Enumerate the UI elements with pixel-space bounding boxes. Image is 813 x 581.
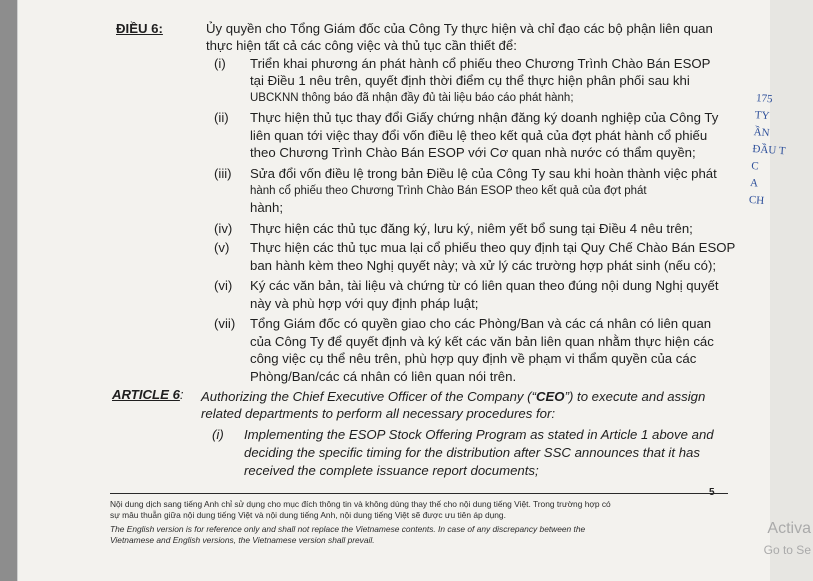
- ceo-term: CEO: [535, 389, 565, 404]
- item-line: này và phù hợp với quy định pháp luật;: [250, 296, 479, 311]
- article6-intro-text: ) to execute and assign: [568, 389, 706, 404]
- stamp-line: ẦN: [753, 126, 770, 140]
- footnote-vi-line: sự mâu thuẫn giữa nội dung tiếng Việt và nội dung tiếng Anh, nội dung tiếng Việt sẽ được ưu tiên áp dụng.: [110, 510, 506, 520]
- dieu6-intro-line: thực hiện tất cả các công việc và thủ tục cần thiết để:: [206, 38, 517, 53]
- item-line: Ký các văn bản, tài liệu và chứng từ có liên quan theo đúng nội dung Nghị quyết: [250, 278, 719, 293]
- page-edge: [770, 0, 813, 581]
- item-number: (iii): [214, 166, 232, 181]
- footnote-en-line: The English version is for reference only and shall not replace the Vietnamese contents. In case of any discrepancy between the: [110, 524, 586, 534]
- dieu6-intro-line: Ủy quyền cho Tổng Giám đốc của Công Ty thực hiện và chỉ đạo các bộ phận liên quan: [206, 21, 713, 36]
- article6-intro-line: [201, 389, 705, 406]
- article6-intro-line: related departments to perform all necessary procedures for:: [201, 406, 556, 421]
- item-number: (vi): [214, 278, 233, 293]
- stamp-line: A: [749, 176, 759, 190]
- activation-watermark-sub: Go to Se: [763, 543, 811, 557]
- item-line: ban hành kèm theo Nghị quyết này; và xử lý các trường hợp phát sinh (nếu có);: [250, 258, 716, 273]
- item-line: Implementing the ESOP Stock Offering Program as stated in Article 1 above and: [244, 427, 714, 442]
- item-line: hành;: [250, 200, 284, 215]
- item-line: Triển khai phương án phát hành cổ phiếu theo Chương Trình Chào Bán ESOP: [250, 56, 711, 71]
- item-line: Thực hiện các thủ tục đăng ký, lưu ký, niêm yết bổ sung tại Điều 4 nêu trên;: [250, 221, 693, 236]
- item-number: (i): [214, 56, 226, 71]
- stamp-line: CH: [748, 193, 765, 207]
- company-stamp: [748, 90, 813, 224]
- article6-colon: :: [179, 387, 184, 402]
- item-line: UBCKNN thông báo đã nhận đầy đủ tài liệu báo cáo phát hành;: [250, 92, 574, 104]
- quote-open: “: [531, 389, 536, 404]
- item-line: Tổng Giám đốc có quyền giao cho các Phòng/Ban và các cá nhân có liên quan: [250, 316, 712, 331]
- item-line: hành cổ phiếu theo Chương Trình Chào Bán ESOP theo kết quả của đợt phát: [250, 185, 647, 197]
- dieu6-label: ĐIỀU 6:: [116, 21, 163, 36]
- item-number: (iv): [214, 221, 233, 236]
- stamp-line: C: [750, 160, 760, 173]
- item-number: (v): [214, 240, 230, 255]
- quote-close: ”: [564, 389, 569, 404]
- item-line: Thực hiện thủ tục thay đổi Giấy chứng nhận đăng ký doanh nghiệp của Công Ty: [250, 110, 719, 125]
- item-line: Thực hiện các thủ tục mua lại cổ phiếu theo quy định tại Quy Chế Chào Bán ESOP: [250, 240, 736, 255]
- item-line: deciding the specific timing for the distribution after SSC announces that it has: [244, 445, 700, 460]
- footnote-en-line: Vietnamese and English versions, the Vietnamese version shall prevail.: [110, 535, 375, 545]
- article6-label: ARTICLE 6: [112, 387, 180, 402]
- stamp-line: 175: [755, 92, 773, 106]
- item-line: received the complete issuance report documents;: [244, 463, 539, 478]
- item-number: (ii): [214, 110, 229, 125]
- item-number: (i): [212, 427, 224, 442]
- item-line: Sửa đổi vốn điều lệ trong bản Điều lệ của Công Ty sau khi hoàn thành việc phát: [250, 166, 717, 181]
- activation-watermark-title: Activa: [767, 520, 811, 537]
- item-line: liên quan tới việc thay đổi vốn điều lệ theo kết quả của đợt phát hành cổ phiếu: [250, 128, 708, 143]
- item-line: công việc cụ thể nêu trên, phù hợp quy định về phạm vi thẩm quyền của các: [250, 351, 697, 366]
- article6-intro-text: Authorizing the Chief Executive Officer of the Company (: [201, 389, 532, 404]
- stamp-line: TY: [754, 109, 770, 123]
- item-line: theo Chương Trình Chào Bán ESOP với Cơ quan nhà nước có thẩm quyền;: [250, 145, 696, 160]
- item-number: (vii): [214, 316, 236, 331]
- item-line: Phòng/Ban/các cá nhân có liên quan nói trên.: [250, 369, 517, 384]
- stamp-line: ĐẦU T: [752, 143, 786, 158]
- footnote-vi-line: Nội dung dịch sang tiếng Anh chỉ sử dụng cho mục đích thông tin và không dùng thay thế cho nội dung tiếng Việt. Trong trường hợp có: [110, 499, 611, 509]
- article6-label-wrap: [112, 387, 184, 404]
- footnote-divider: [110, 493, 728, 494]
- item-line: của Công Ty để quyết định và ký kết các văn bản liên quan nhằm thực hiện các: [250, 334, 714, 349]
- item-line: tại Điều 1 nêu trên, quyết định thời điểm cụ thể thực hiện phân phối sau khi: [250, 73, 690, 88]
